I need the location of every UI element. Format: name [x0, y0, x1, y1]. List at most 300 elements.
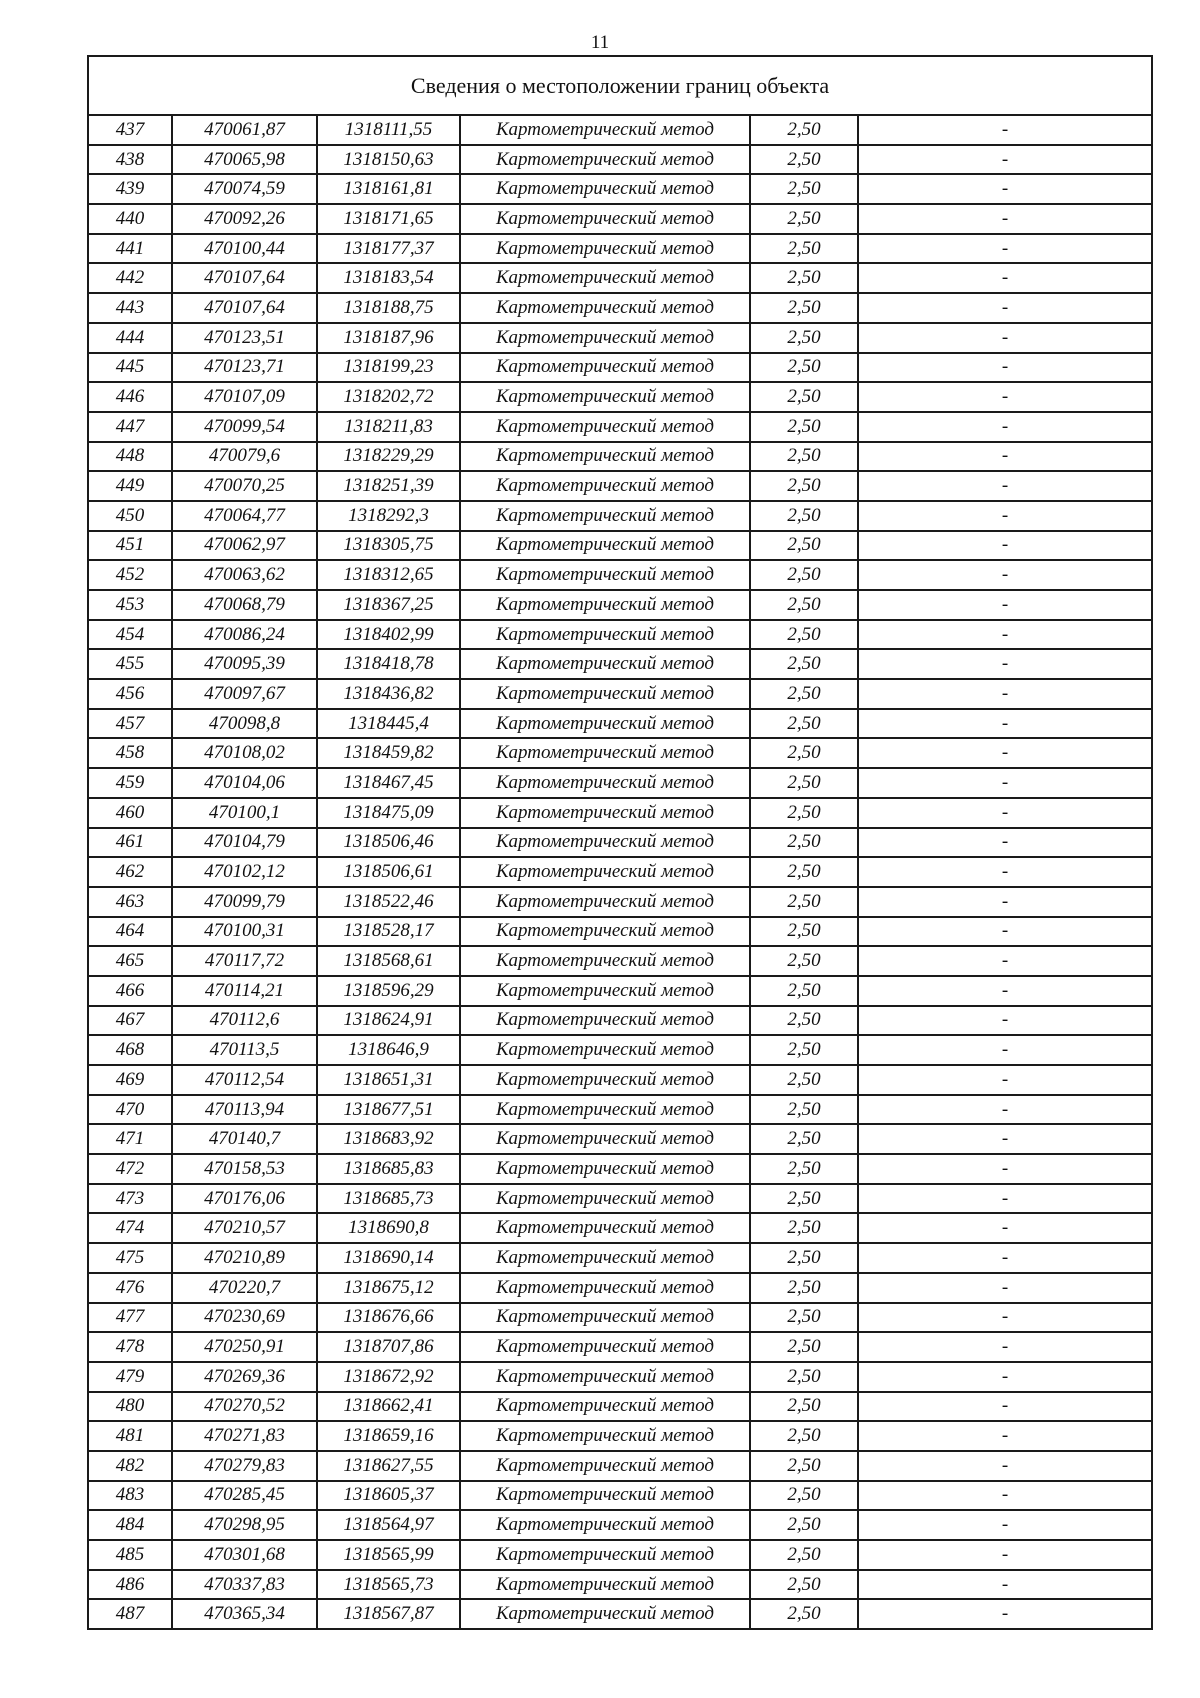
x-coordinate-cell: 470140,7	[172, 1124, 317, 1154]
method-cell: Картометрический метод	[460, 1303, 750, 1333]
point-number-cell: 474	[88, 1213, 172, 1243]
y-coordinate-cell: 1318651,31	[317, 1065, 460, 1095]
accuracy-cell: 2,50	[750, 1243, 858, 1273]
method-cell: Картометрический метод	[460, 590, 750, 620]
table-row	[88, 1392, 1152, 1422]
method-cell: Картометрический метод	[460, 649, 750, 679]
y-coordinate-cell: 1318229,29	[317, 442, 460, 472]
method-cell: Картометрический метод	[460, 620, 750, 650]
point-number-cell: 475	[88, 1243, 172, 1273]
point-number-cell: 481	[88, 1421, 172, 1451]
method-cell: Картометрический метод	[460, 1362, 750, 1392]
table-row	[88, 323, 1152, 353]
description-cell: -	[858, 1421, 1152, 1451]
description-cell: -	[858, 1154, 1152, 1184]
point-number-cell: 482	[88, 1451, 172, 1481]
point-number-cell: 456	[88, 679, 172, 709]
point-number-cell: 484	[88, 1510, 172, 1540]
page-number: 11	[590, 32, 610, 53]
point-number-cell: 465	[88, 946, 172, 976]
y-coordinate-cell: 1318367,25	[317, 590, 460, 620]
description-cell: -	[858, 382, 1152, 412]
description-cell: -	[858, 946, 1152, 976]
method-cell: Картометрический метод	[460, 1035, 750, 1065]
accuracy-cell: 2,50	[750, 1421, 858, 1451]
table-body	[88, 115, 1152, 1629]
x-coordinate-cell: 470220,7	[172, 1273, 317, 1303]
table-row	[88, 798, 1152, 828]
description-cell: -	[858, 115, 1152, 145]
accuracy-cell: 2,50	[750, 1451, 858, 1481]
boundary-coordinates-table	[87, 55, 1153, 1630]
description-cell: -	[858, 917, 1152, 947]
method-cell: Картометрический метод	[460, 738, 750, 768]
y-coordinate-cell: 1318177,37	[317, 234, 460, 264]
x-coordinate-cell: 470074,59	[172, 174, 317, 204]
description-cell: -	[858, 649, 1152, 679]
point-number-cell: 480	[88, 1392, 172, 1422]
point-number-cell: 440	[88, 204, 172, 234]
method-cell: Картометрический метод	[460, 204, 750, 234]
method-cell: Картометрический метод	[460, 531, 750, 561]
table-row	[88, 1154, 1152, 1184]
y-coordinate-cell: 1318211,83	[317, 412, 460, 442]
table-row	[88, 1362, 1152, 1392]
table-row	[88, 1124, 1152, 1154]
method-cell: Картометрический метод	[460, 1392, 750, 1422]
table-title: Сведения о местоположении границ объекта	[88, 56, 1152, 115]
point-number-cell: 486	[88, 1570, 172, 1600]
description-cell: -	[858, 471, 1152, 501]
y-coordinate-cell: 1318183,54	[317, 263, 460, 293]
description-cell: -	[858, 620, 1152, 650]
table-row	[88, 115, 1152, 145]
table-row	[88, 1035, 1152, 1065]
x-coordinate-cell: 470063,62	[172, 560, 317, 590]
method-cell: Картометрический метод	[460, 1540, 750, 1570]
table-row	[88, 560, 1152, 590]
description-cell: -	[858, 293, 1152, 323]
method-cell: Картометрический метод	[460, 1154, 750, 1184]
y-coordinate-cell: 1318445,4	[317, 709, 460, 739]
x-coordinate-cell: 470301,68	[172, 1540, 317, 1570]
x-coordinate-cell: 470070,25	[172, 471, 317, 501]
table-row	[88, 946, 1152, 976]
y-coordinate-cell: 1318467,45	[317, 768, 460, 798]
accuracy-cell: 2,50	[750, 917, 858, 947]
method-cell: Картометрический метод	[460, 1510, 750, 1540]
description-cell: -	[858, 1570, 1152, 1600]
description-cell: -	[858, 976, 1152, 1006]
accuracy-cell: 2,50	[750, 145, 858, 175]
table-row	[88, 501, 1152, 531]
x-coordinate-cell: 470365,34	[172, 1599, 317, 1629]
method-cell: Картометрический метод	[460, 263, 750, 293]
method-cell: Картометрический метод	[460, 1421, 750, 1451]
x-coordinate-cell: 470210,57	[172, 1213, 317, 1243]
point-number-cell: 443	[88, 293, 172, 323]
description-cell: -	[858, 1273, 1152, 1303]
method-cell: Картометрический метод	[460, 1451, 750, 1481]
table-row	[88, 828, 1152, 858]
description-cell: -	[858, 353, 1152, 383]
method-cell: Картометрический метод	[460, 1213, 750, 1243]
accuracy-cell: 2,50	[750, 471, 858, 501]
table-row	[88, 1243, 1152, 1273]
y-coordinate-cell: 1318506,61	[317, 857, 460, 887]
point-number-cell: 461	[88, 828, 172, 858]
accuracy-cell: 2,50	[750, 412, 858, 442]
y-coordinate-cell: 1318506,46	[317, 828, 460, 858]
accuracy-cell: 2,50	[750, 679, 858, 709]
y-coordinate-cell: 1318627,55	[317, 1451, 460, 1481]
y-coordinate-cell: 1318707,86	[317, 1332, 460, 1362]
point-number-cell: 473	[88, 1184, 172, 1214]
point-number-cell: 467	[88, 1006, 172, 1036]
point-number-cell: 476	[88, 1273, 172, 1303]
accuracy-cell: 2,50	[750, 115, 858, 145]
y-coordinate-cell: 1318596,29	[317, 976, 460, 1006]
description-cell: -	[858, 1184, 1152, 1214]
x-coordinate-cell: 470064,77	[172, 501, 317, 531]
accuracy-cell: 2,50	[750, 649, 858, 679]
method-cell: Картометрический метод	[460, 976, 750, 1006]
y-coordinate-cell: 1318690,14	[317, 1243, 460, 1273]
method-cell: Картометрический метод	[460, 412, 750, 442]
accuracy-cell: 2,50	[750, 174, 858, 204]
y-coordinate-cell: 1318685,83	[317, 1154, 460, 1184]
table-title-row	[88, 56, 1152, 115]
description-cell: -	[858, 145, 1152, 175]
description-cell: -	[858, 204, 1152, 234]
accuracy-cell: 2,50	[750, 1095, 858, 1125]
accuracy-cell: 2,50	[750, 560, 858, 590]
x-coordinate-cell: 470104,79	[172, 828, 317, 858]
method-cell: Картометрический метод	[460, 946, 750, 976]
point-number-cell: 466	[88, 976, 172, 1006]
x-coordinate-cell: 470108,02	[172, 738, 317, 768]
accuracy-cell: 2,50	[750, 501, 858, 531]
y-coordinate-cell: 1318436,82	[317, 679, 460, 709]
accuracy-cell: 2,50	[750, 293, 858, 323]
description-cell: -	[858, 1332, 1152, 1362]
point-number-cell: 448	[88, 442, 172, 472]
table-row	[88, 857, 1152, 887]
accuracy-cell: 2,50	[750, 1510, 858, 1540]
description-cell: -	[858, 1540, 1152, 1570]
table-row	[88, 620, 1152, 650]
y-coordinate-cell: 1318528,17	[317, 917, 460, 947]
y-coordinate-cell: 1318624,91	[317, 1006, 460, 1036]
description-cell: -	[858, 590, 1152, 620]
y-coordinate-cell: 1318675,12	[317, 1273, 460, 1303]
description-cell: -	[858, 1035, 1152, 1065]
x-coordinate-cell: 470270,52	[172, 1392, 317, 1422]
description-cell: -	[858, 857, 1152, 887]
y-coordinate-cell: 1318690,8	[317, 1213, 460, 1243]
table-row	[88, 412, 1152, 442]
table-row	[88, 204, 1152, 234]
table-row	[88, 887, 1152, 917]
point-number-cell: 462	[88, 857, 172, 887]
accuracy-cell: 2,50	[750, 442, 858, 472]
x-coordinate-cell: 470117,72	[172, 946, 317, 976]
y-coordinate-cell: 1318677,51	[317, 1095, 460, 1125]
accuracy-cell: 2,50	[750, 976, 858, 1006]
x-coordinate-cell: 470123,71	[172, 353, 317, 383]
x-coordinate-cell: 470062,97	[172, 531, 317, 561]
y-coordinate-cell: 1318475,09	[317, 798, 460, 828]
description-cell: -	[858, 412, 1152, 442]
description-cell: -	[858, 798, 1152, 828]
description-cell: -	[858, 1303, 1152, 1333]
description-cell: -	[858, 1451, 1152, 1481]
x-coordinate-cell: 470104,06	[172, 768, 317, 798]
accuracy-cell: 2,50	[750, 531, 858, 561]
y-coordinate-cell: 1318150,63	[317, 145, 460, 175]
accuracy-cell: 2,50	[750, 382, 858, 412]
table-row	[88, 234, 1152, 264]
point-number-cell: 441	[88, 234, 172, 264]
y-coordinate-cell: 1318187,96	[317, 323, 460, 353]
description-cell: -	[858, 1243, 1152, 1273]
method-cell: Картометрический метод	[460, 442, 750, 472]
table-row	[88, 293, 1152, 323]
table-row	[88, 1510, 1152, 1540]
method-cell: Картометрический метод	[460, 1006, 750, 1036]
x-coordinate-cell: 470279,83	[172, 1451, 317, 1481]
accuracy-cell: 2,50	[750, 204, 858, 234]
table-row	[88, 442, 1152, 472]
accuracy-cell: 2,50	[750, 709, 858, 739]
y-coordinate-cell: 1318418,78	[317, 649, 460, 679]
point-number-cell: 442	[88, 263, 172, 293]
y-coordinate-cell: 1318251,39	[317, 471, 460, 501]
x-coordinate-cell: 470098,8	[172, 709, 317, 739]
method-cell: Картометрический метод	[460, 798, 750, 828]
table-row	[88, 1303, 1152, 1333]
accuracy-cell: 2,50	[750, 1065, 858, 1095]
method-cell: Картометрический метод	[460, 293, 750, 323]
method-cell: Картометрический метод	[460, 353, 750, 383]
accuracy-cell: 2,50	[750, 234, 858, 264]
point-number-cell: 470	[88, 1095, 172, 1125]
x-coordinate-cell: 470099,54	[172, 412, 317, 442]
description-cell: -	[858, 174, 1152, 204]
y-coordinate-cell: 1318564,97	[317, 1510, 460, 1540]
x-coordinate-cell: 470102,12	[172, 857, 317, 887]
accuracy-cell: 2,50	[750, 1392, 858, 1422]
point-number-cell: 457	[88, 709, 172, 739]
x-coordinate-cell: 470086,24	[172, 620, 317, 650]
x-coordinate-cell: 470158,53	[172, 1154, 317, 1184]
table-row	[88, 976, 1152, 1006]
point-number-cell: 447	[88, 412, 172, 442]
x-coordinate-cell: 470269,36	[172, 1362, 317, 1392]
point-number-cell: 487	[88, 1599, 172, 1629]
table-row	[88, 1481, 1152, 1511]
x-coordinate-cell: 470079,6	[172, 442, 317, 472]
accuracy-cell: 2,50	[750, 1481, 858, 1511]
y-coordinate-cell: 1318402,99	[317, 620, 460, 650]
description-cell: -	[858, 887, 1152, 917]
table-row	[88, 1332, 1152, 1362]
accuracy-cell: 2,50	[750, 263, 858, 293]
x-coordinate-cell: 470285,45	[172, 1481, 317, 1511]
x-coordinate-cell: 470100,1	[172, 798, 317, 828]
accuracy-cell: 2,50	[750, 828, 858, 858]
y-coordinate-cell: 1318111,55	[317, 115, 460, 145]
x-coordinate-cell: 470095,39	[172, 649, 317, 679]
y-coordinate-cell: 1318171,65	[317, 204, 460, 234]
method-cell: Картометрический метод	[460, 560, 750, 590]
point-number-cell: 452	[88, 560, 172, 590]
y-coordinate-cell: 1318676,66	[317, 1303, 460, 1333]
x-coordinate-cell: 470271,83	[172, 1421, 317, 1451]
table-row	[88, 709, 1152, 739]
description-cell: -	[858, 738, 1152, 768]
table-row	[88, 738, 1152, 768]
description-cell: -	[858, 1213, 1152, 1243]
description-cell: -	[858, 709, 1152, 739]
accuracy-cell: 2,50	[750, 1184, 858, 1214]
accuracy-cell: 2,50	[750, 1213, 858, 1243]
description-cell: -	[858, 1599, 1152, 1629]
x-coordinate-cell: 470099,79	[172, 887, 317, 917]
y-coordinate-cell: 1318646,9	[317, 1035, 460, 1065]
x-coordinate-cell: 470107,64	[172, 293, 317, 323]
description-cell: -	[858, 442, 1152, 472]
x-coordinate-cell: 470250,91	[172, 1332, 317, 1362]
table-row	[88, 1451, 1152, 1481]
y-coordinate-cell: 1318605,37	[317, 1481, 460, 1511]
point-number-cell: 468	[88, 1035, 172, 1065]
y-coordinate-cell: 1318565,73	[317, 1570, 460, 1600]
x-coordinate-cell: 470230,69	[172, 1303, 317, 1333]
x-coordinate-cell: 470123,51	[172, 323, 317, 353]
y-coordinate-cell: 1318565,99	[317, 1540, 460, 1570]
accuracy-cell: 2,50	[750, 590, 858, 620]
point-number-cell: 464	[88, 917, 172, 947]
method-cell: Картометрический метод	[460, 382, 750, 412]
point-number-cell: 472	[88, 1154, 172, 1184]
description-cell: -	[858, 768, 1152, 798]
method-cell: Картометрический метод	[460, 323, 750, 353]
table-row	[88, 1540, 1152, 1570]
y-coordinate-cell: 1318161,81	[317, 174, 460, 204]
x-coordinate-cell: 470113,94	[172, 1095, 317, 1125]
method-cell: Картометрический метод	[460, 501, 750, 531]
description-cell: -	[858, 323, 1152, 353]
x-coordinate-cell: 470100,44	[172, 234, 317, 264]
x-coordinate-cell: 470114,21	[172, 976, 317, 1006]
point-number-cell: 460	[88, 798, 172, 828]
point-number-cell: 439	[88, 174, 172, 204]
description-cell: -	[858, 1065, 1152, 1095]
method-cell: Картометрический метод	[460, 1273, 750, 1303]
description-cell: -	[858, 1006, 1152, 1036]
x-coordinate-cell: 470061,87	[172, 115, 317, 145]
y-coordinate-cell: 1318662,41	[317, 1392, 460, 1422]
point-number-cell: 469	[88, 1065, 172, 1095]
table-row	[88, 1213, 1152, 1243]
point-number-cell: 483	[88, 1481, 172, 1511]
method-cell: Картометрический метод	[460, 1095, 750, 1125]
y-coordinate-cell: 1318683,92	[317, 1124, 460, 1154]
point-number-cell: 444	[88, 323, 172, 353]
accuracy-cell: 2,50	[750, 887, 858, 917]
accuracy-cell: 2,50	[750, 1362, 858, 1392]
x-coordinate-cell: 470176,06	[172, 1184, 317, 1214]
description-cell: -	[858, 679, 1152, 709]
accuracy-cell: 2,50	[750, 620, 858, 650]
point-number-cell: 451	[88, 531, 172, 561]
table-row	[88, 471, 1152, 501]
description-cell: -	[858, 1362, 1152, 1392]
x-coordinate-cell: 470097,67	[172, 679, 317, 709]
x-coordinate-cell: 470298,95	[172, 1510, 317, 1540]
method-cell: Картометрический метод	[460, 709, 750, 739]
method-cell: Картометрический метод	[460, 887, 750, 917]
accuracy-cell: 2,50	[750, 1273, 858, 1303]
x-coordinate-cell: 470112,6	[172, 1006, 317, 1036]
x-coordinate-cell: 470107,09	[172, 382, 317, 412]
accuracy-cell: 2,50	[750, 1570, 858, 1600]
y-coordinate-cell: 1318568,61	[317, 946, 460, 976]
accuracy-cell: 2,50	[750, 1035, 858, 1065]
y-coordinate-cell: 1318199,23	[317, 353, 460, 383]
table-row	[88, 382, 1152, 412]
method-cell: Картометрический метод	[460, 857, 750, 887]
point-number-cell: 478	[88, 1332, 172, 1362]
y-coordinate-cell: 1318202,72	[317, 382, 460, 412]
method-cell: Картометрический метод	[460, 1243, 750, 1273]
table-row	[88, 531, 1152, 561]
y-coordinate-cell: 1318292,3	[317, 501, 460, 531]
description-cell: -	[858, 1481, 1152, 1511]
table-row	[88, 1570, 1152, 1600]
accuracy-cell: 2,50	[750, 1332, 858, 1362]
method-cell: Картометрический метод	[460, 145, 750, 175]
method-cell: Картометрический метод	[460, 917, 750, 947]
method-cell: Картометрический метод	[460, 1481, 750, 1511]
y-coordinate-cell: 1318567,87	[317, 1599, 460, 1629]
method-cell: Картометрический метод	[460, 1570, 750, 1600]
point-number-cell: 479	[88, 1362, 172, 1392]
description-cell: -	[858, 501, 1152, 531]
y-coordinate-cell: 1318522,46	[317, 887, 460, 917]
point-number-cell: 477	[88, 1303, 172, 1333]
accuracy-cell: 2,50	[750, 353, 858, 383]
point-number-cell: 453	[88, 590, 172, 620]
method-cell: Картометрический метод	[460, 768, 750, 798]
table-row	[88, 1599, 1152, 1629]
table-row	[88, 679, 1152, 709]
x-coordinate-cell: 470068,79	[172, 590, 317, 620]
accuracy-cell: 2,50	[750, 1303, 858, 1333]
description-cell: -	[858, 234, 1152, 264]
description-cell: -	[858, 560, 1152, 590]
y-coordinate-cell: 1318305,75	[317, 531, 460, 561]
description-cell: -	[858, 1510, 1152, 1540]
method-cell: Картометрический метод	[460, 115, 750, 145]
accuracy-cell: 2,50	[750, 1540, 858, 1570]
accuracy-cell: 2,50	[750, 1599, 858, 1629]
method-cell: Картометрический метод	[460, 1599, 750, 1629]
table-row	[88, 590, 1152, 620]
y-coordinate-cell: 1318459,82	[317, 738, 460, 768]
accuracy-cell: 2,50	[750, 857, 858, 887]
